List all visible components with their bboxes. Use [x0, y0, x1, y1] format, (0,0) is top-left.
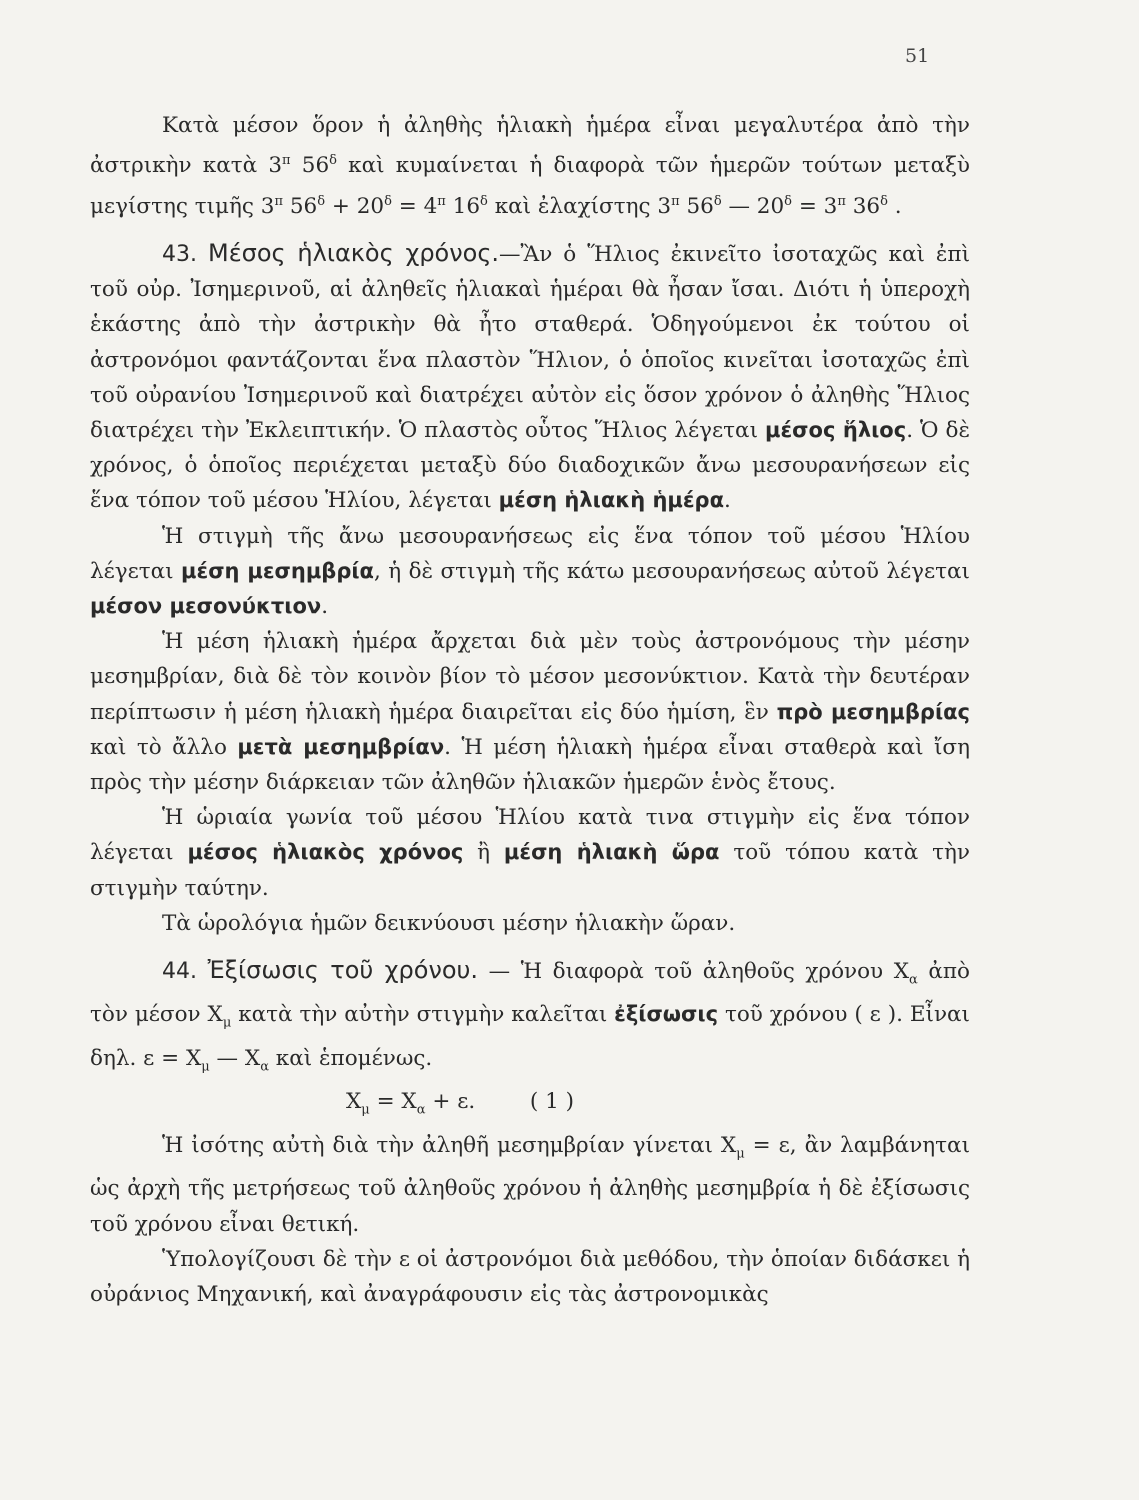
paragraph-true-solar-day: Κατὰ μέσον ὅρον ἡ ἀληθὴς ἡλιακὴ ἡμέρα εἶναι μεγαλυτέρα ἀπὸ τὴν ἀστρικὴν κατὰ $3^\pi$ $56^\delta$ καὶ κυμαίνεται ἡ διαφορὰ τῶν ἡμερῶν τούτων μεταξὺ μεγίστης τιμῆς $3^\pi$ $56^\delta + 20^\delta = 4^\pi$ $16^\delta$ καὶ ἐλαχίστης $3^\pi$ $56^\delta$ — $20^\delta = 3^\pi$ $36^\delta$ . — [90, 113, 970, 219]
section-44: 44. Ἐξίσωσις τοῦ χρόνου. — Ἡ διαφορὰ τοῦ ἀληθοῦς χρόνου $X_\alpha$ ἀπὸ τὸν μέσον $X_\mu$ κατὰ τὴν αὐτὴν στιγμὴν καλεῖται ἐξίσωσις τοῦ χρόνου ( ε ). Εἶναι δηλ. $\varepsilon = X_\mu$ — $X_\alpha$ καὶ ἑπομένως. — [90, 955, 970, 1075]
page-body — [90, 108, 970, 1312]
equation-label: ( 1 ) — [529, 1089, 574, 1115]
paragraph-mean-noon: Ἡ στιγμὴ τῆς ἄνω μεσουρανήσεως εἰς ἕνα τόπον τοῦ μέσου Ἡλίου λέγεται μέση μεσημβρία, ἡ δὲ στιγμὴ τῆς κάτω μεσουρανήσεως αὐτοῦ λέγεται μέσον μεσονύκτιον. — [90, 523, 970, 619]
term-mesos-iliakos-xronos: μέσος ἡλιακὸς χρόνος — [187, 840, 464, 865]
term-mesi-mesimvria: μέση μεσημβρία — [181, 558, 374, 583]
paragraph-hour-angle: Ἡ ὡριαία γωνία τοῦ μέσου Ἡλίου κατὰ τινα στιγμὴν εἰς ἕνα τόπον λέγεται μέσος ἡλιακὸς χρόνος ἢ μέση ἡλιακὴ ὥρα τοῦ τόπου κατὰ τὴν στιγμὴν ταύτην. — [90, 805, 970, 901]
term-mesi-iliaki-ora: μέση ἡλιακὴ ὥρα — [503, 840, 720, 865]
page-number: 51 — [905, 45, 930, 67]
term-mesi-iliaki-imera: μέση ἡλιακὴ ἡμέρα — [498, 488, 725, 513]
section-43-title: Μέσος ἡλιακὸς χρόνος. — [207, 238, 500, 267]
section-43-number: 43. — [162, 241, 197, 267]
term-meta-mesimvrian: μετὰ μεσημβρίαν — [237, 734, 445, 759]
term-pro-mesimvrias: πρὸ μεσημβρίας — [776, 699, 970, 724]
paragraph-computation: Ὑπολογίζουσι δὲ τὴν ε οἱ ἀστρονόμοι διὰ μεθόδου, τὴν ὁποίαν διδάσκει ἡ οὐράνιος Μηχανική, καὶ ἀναγράφουσιν εἰς τὰς ἀστρονομικὰς — [90, 1246, 971, 1308]
paragraph-mean-day-start: Ἡ μέση ἡλιακὴ ἡμέρα ἄρχεται διὰ μὲν τοὺς ἀστρονόμους τὴν μέσην μεσημβρίαν, διὰ δὲ τὸν κοινὸν βίον τὸ μέσον μεσονύκτιον. Κατὰ τὴν δευτέραν περίπτωσιν ἡ μέση ἡλιακὴ ἡμέρα διαιρεῖται εἰς δύο ἡμίση, ἓν πρὸ μεσημβρίας καὶ τὸ ἄλλο μετὰ μεσημβρίαν. Ἡ μέση ἡλιακὴ ἡμέρα εἶναι σταθερὰ καὶ ἴση πρὸς τὴν μέσην διάρκειαν τῶν ἀληθῶν ἡλιακῶν ἡμερῶν ἑνὸς ἔτους. — [90, 629, 970, 795]
paragraph-equality: Ἡ ἰσότης αὐτὴ διὰ τὴν ἀληθῆ μεσημβρίαν γίνεται $X_\mu = \varepsilon$, ἂν λαμβάνηται ὡς ἀρχὴ τῆς μετρήσεως τοῦ ἀληθοῦς χρόνου ἡ ἀληθὴς μεσημβρία ἡ δὲ ἐξίσωσις τοῦ χρόνου εἶναι θετική. — [90, 1132, 970, 1237]
section-43: 43. Μέσος ἡλιακὸς χρόνος.—Ἂν ὁ Ἥλιος ἐκινεῖτο ἰσοταχῶς καὶ ἐπὶ τοῦ οὐρ. Ἰσημερινοῦ, αἱ ἀληθεῖς ἡλιακαὶ ἡμέραι θὰ ἦσαν ἴσαι. Διότι ἡ ὑπεροχὴ ἑκάστης ἀπὸ τὴν ἀστρικὴν θὰ ἦτο σταθερά. Ὁδηγούμενοι ἐκ τούτου οἱ ἀστρονόμοι φαντάζονται ἕνα πλαστὸν Ἥλιον, ὁ ὁποῖος κινεῖται ἰσοταχῶς ἐπὶ τοῦ οὐρανίου Ἰσημερινοῦ καὶ διατρέχει αὐτὸν εἰς ὅσον χρόνον ὁ ἀληθὴς Ἥλιος διατρέχει τὴν Ἐκλειπτικήν. Ὁ πλαστὸς οὗτος Ἥλιος λέγεται μέσος ἥλιος. Ὁ δὲ χρόνος, ὁ ὁποῖος περιέχεται μεταξὺ δύο διαδοχικῶν ἄνω μεσουρανήσεων εἰς ἕνα τόπον τοῦ μέσου Ἡλίου, λέγεται μέση ἡλιακὴ ἡμέρα. — [90, 238, 971, 514]
term-meson-mesonyktion: μέσον μεσονύκτιον — [90, 593, 322, 618]
term-mesos-ilios: μέσος ἥλιος — [765, 417, 907, 442]
paragraph-clocks: Τὰ ὡρολόγια ἡμῶν δεικνύουσι μέσην ἡλιακὴν ὥραν. — [162, 910, 736, 936]
section-44-title: Ἐξίσωσις τοῦ χρόνου. — [207, 955, 479, 984]
term-exisosis: ἐξίσωσις — [614, 1002, 719, 1027]
section-44-number: 44. — [162, 958, 197, 984]
equation-1: $X_\mu = X_\alpha + \varepsilon$. ( 1 ) — [345, 1089, 574, 1118]
